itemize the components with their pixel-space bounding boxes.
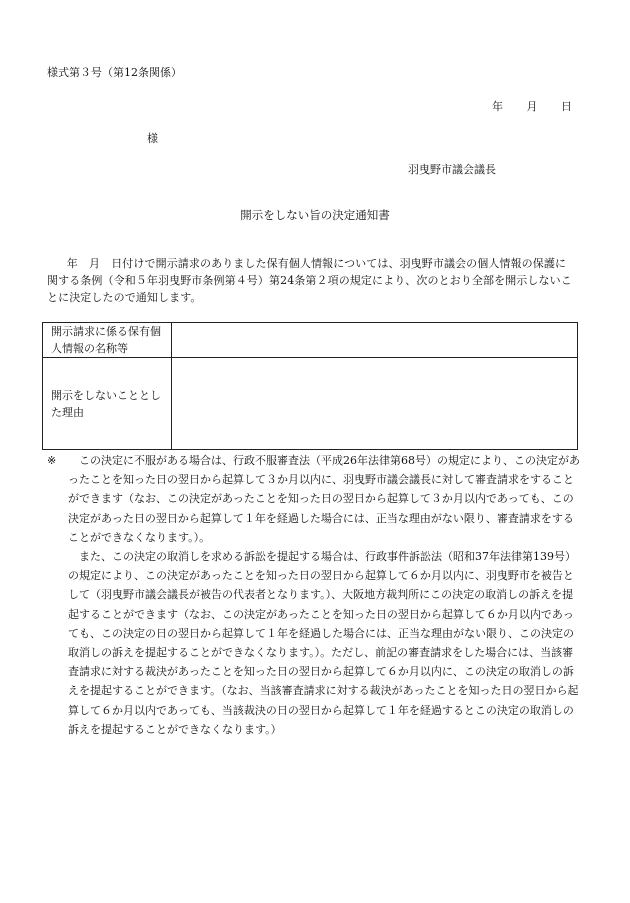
note-paragraph-review: この決定に不服がある場合は、行政不服審査法（平成26年法律第68号）の規定により、この決定があったことを知った日の翌日から起算して３か月以内に、羽曳野市議会議長に対して審査請求をすることができます（なお、この決定があったことを知った日の翌日から起算して３か月以内であっても、この決定があった日の翌日から起算して１年を経過した場合には、正当な理由がない限り、審査請求をすることができなくなります。）。: [68, 454, 580, 544]
addressee-suffix: 様: [147, 132, 158, 145]
date-day: 日: [561, 100, 572, 113]
note-mark: ※: [47, 454, 57, 467]
form-number: 様式第３号（第12条関係）: [47, 66, 182, 79]
info-table: [42, 322, 578, 450]
date-month: 月: [526, 100, 538, 113]
document-title: 開示をしない旨の決定通知書: [240, 208, 390, 222]
date-year: 年: [492, 100, 503, 113]
note-paragraph-lawsuit: また、この決定の取消しを求める訴訟を提起する場合は、行政事件訴訟法（昭和37年法律第139号）の規定により、この決定があったことを知った日の翌日から起算して６か月以内に、羽曳野市を被告として（羽曳野市議会議長が被告の代表者となります。）、大阪地方裁判所にこの決定の取消しの訴えを提起することができます（なお、この決定があったことを知った日の翌日から起算して６か月以内であっても、この決定の日の翌日から起算して１年を経過した場合には、正当な理由がない限り、この決定の取消しの訴えを提起することができなくなります。）。ただし、前記の審査請求をした場合には、当該審査請求に対する裁決があったことを知った日の翌日から起算して６か月以内に、この決定の取消しの訴えを提起することができます。（なお、当該審査請求に対する裁決があったことを知った日の翌日から起算して６か月以内であっても、当該裁決の日の翌日から起算して１年を経過するとこの決定の取消しの訴えを提起することができなくなります。）: [68, 550, 579, 736]
table-row: [43, 358, 578, 450]
row-value-info-name: [172, 323, 578, 358]
row-label-reason: 開示をしないこととした理由: [43, 358, 172, 450]
table-row: [43, 323, 578, 358]
row-value-reason: [172, 358, 578, 450]
intro-paragraph: 年 月 日付けで開示請求のありました保有個人情報については、羽曳野市議会の個人情報の保護に関する条例（令和５年羽曳野市条例第４号）第24条第２項の規定により、次のとおり全部を開示しないことに決定したので通知します。: [47, 257, 572, 304]
appeal-note: [47, 451, 580, 739]
row-label-info-name: 開示請求に係る保有個人情報の名称等: [43, 323, 172, 358]
date-line: [492, 98, 572, 114]
sender-title: 羽曳野市議会議長: [408, 163, 496, 176]
